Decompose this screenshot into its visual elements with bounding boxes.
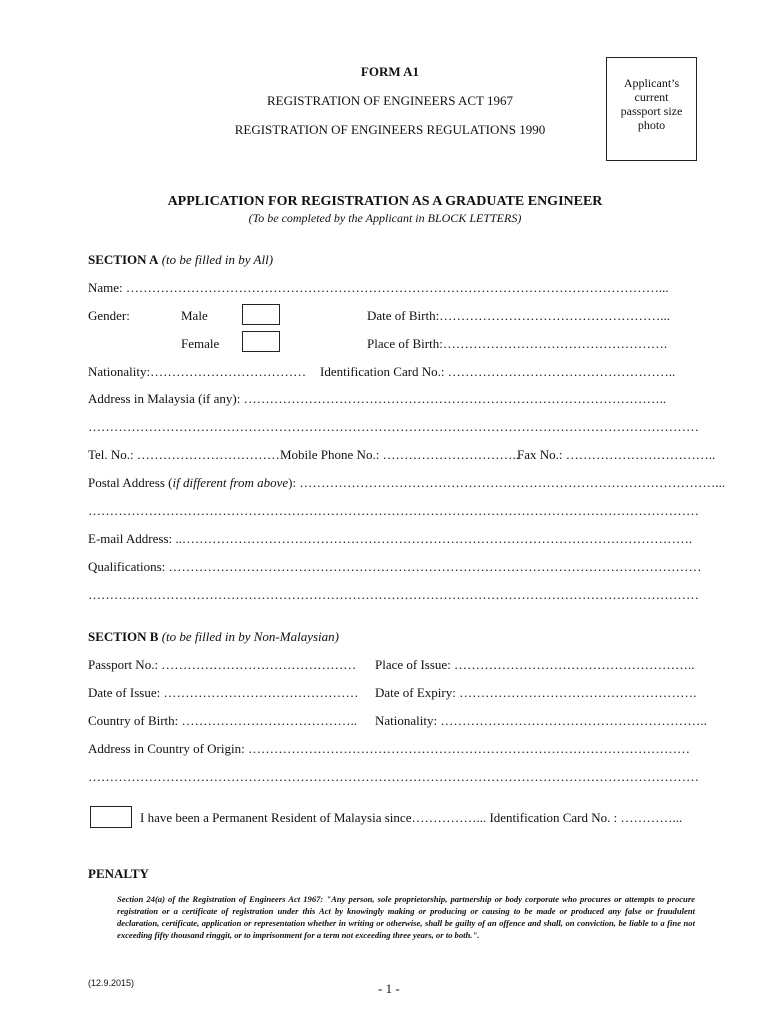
photo-box-line3: passport size	[620, 104, 683, 118]
photo-box-line1: Applicant’s	[623, 76, 680, 90]
postal-address-label: Postal Address (	[88, 475, 173, 490]
form-title: APPLICATION FOR REGISTRATION AS A GRADUATE ENGINEER	[167, 194, 603, 209]
date-of-expiry-field[interactable]: Date of Expiry: ……………………………………………….	[375, 685, 697, 700]
passport-number-field[interactable]: Passport No.: ………………………………………	[88, 657, 357, 672]
address-origin-field[interactable]: Address in Country of Origin: …………………………………………………………………………………………	[88, 741, 690, 756]
qualifications-field[interactable]: Qualifications: ……………………………………………………………………………………………………………	[88, 559, 702, 574]
place-of-birth-field[interactable]: Place of Birth:…………………………………………….	[367, 336, 668, 351]
section-b-heading	[88, 629, 339, 645]
email-field[interactable]: E-mail Address: ..……………………………………………………………………………………………………….	[88, 531, 693, 546]
tel-field[interactable]: Tel. No.: ……………………………	[88, 447, 280, 462]
nationality-b-field[interactable]: Nationality: ……………………………………………………..	[375, 713, 707, 728]
act-title: REGISTRATION OF ENGINEERS ACT 1967	[266, 93, 514, 108]
place-of-issue-field[interactable]: Place of Issue: ………………………………………………..	[375, 657, 695, 672]
form-subtitle: (To be completed by the Applicant in BLOCK LETTERS)	[248, 211, 522, 225]
section-b-title: SECTION B	[88, 629, 159, 644]
address-malaysia-continued[interactable]: ……………………………………………………………………………………………………………………………	[88, 419, 699, 434]
female-checkbox[interactable]	[242, 331, 280, 352]
permanent-resident-field[interactable]: I have been a Permanent Resident of Malaysia since……………... Identification Card No. : …………...	[140, 810, 683, 825]
permanent-resident-checkbox[interactable]	[90, 806, 132, 828]
address-origin-continued[interactable]: ……………………………………………………………………………………………………………………………	[88, 769, 699, 784]
mobile-field[interactable]: Mobile Phone No.: …………………………..	[280, 447, 520, 462]
penalty-text: Section 24(a) of the Registration of Engineers Act 1967: "Any person, sole proprietorship, partnership or body corporate who procures or attempts to procure registration or a certificate of registration under this Act by knowingly making or producing or causing to be made or produced any false or fraudulent declaration, certificate, application or representation whether in writing or otherwise, shall be guilty of an offence and shall, on conviction, be liable to a fine not exceeding fifty thousand ringgit, or to imprisonment for a term not exceeding three years, or to both.".	[117, 894, 695, 940]
passport-photo-box[interactable]	[606, 57, 697, 161]
page-number: - 1 -	[378, 981, 400, 996]
date-of-birth-field[interactable]: Date of Birth:……………………………………………...	[367, 308, 670, 323]
section-a-note: (to be filled in by All)	[161, 252, 274, 267]
section-a-heading	[88, 252, 273, 268]
postal-address-note: if different from above	[172, 475, 289, 490]
postal-address-continued[interactable]: ……………………………………………………………………………………………………………………………	[88, 503, 699, 518]
postal-address-field[interactable]	[88, 475, 725, 491]
name-field[interactable]: Name: ……………………………………………………………………………………………………………...	[88, 280, 669, 295]
gender-label: Gender:	[88, 308, 130, 323]
nationality-field[interactable]: Nationality:………………………………	[88, 364, 307, 379]
revision-date: (12.9.2015)	[88, 978, 135, 988]
date-of-issue-field[interactable]: Date of Issue: ………………………………………	[88, 685, 359, 700]
female-label: Female	[181, 336, 220, 351]
photo-box-line2: current	[634, 90, 669, 104]
section-b-note: (to be filled in by Non-Malaysian)	[161, 629, 339, 644]
qualifications-continued[interactable]: ……………………………………………………………………………………………………………………………	[88, 587, 699, 602]
regulations-title: REGISTRATION OF ENGINEERS REGULATIONS 1990	[234, 122, 546, 137]
penalty-heading: PENALTY	[88, 866, 149, 881]
country-of-birth-field[interactable]: Country of Birth: …………………………………..	[88, 713, 358, 728]
section-a-title: SECTION A	[88, 252, 159, 267]
postal-address-dots: ): ……………………………………………………………………………………...	[288, 475, 726, 490]
address-malaysia-field[interactable]: Address in Malaysia (if any): ……………………………………………………………………………………..	[88, 391, 667, 406]
fax-field[interactable]: Fax No.: ……………………………..	[517, 447, 716, 462]
male-checkbox[interactable]	[242, 304, 280, 325]
form-number: FORM A1	[360, 64, 420, 79]
photo-box-line4: photo	[637, 118, 666, 132]
male-label: Male	[181, 308, 208, 323]
ic-number-field[interactable]: Identification Card No.: ……………………………………………..	[320, 364, 676, 379]
